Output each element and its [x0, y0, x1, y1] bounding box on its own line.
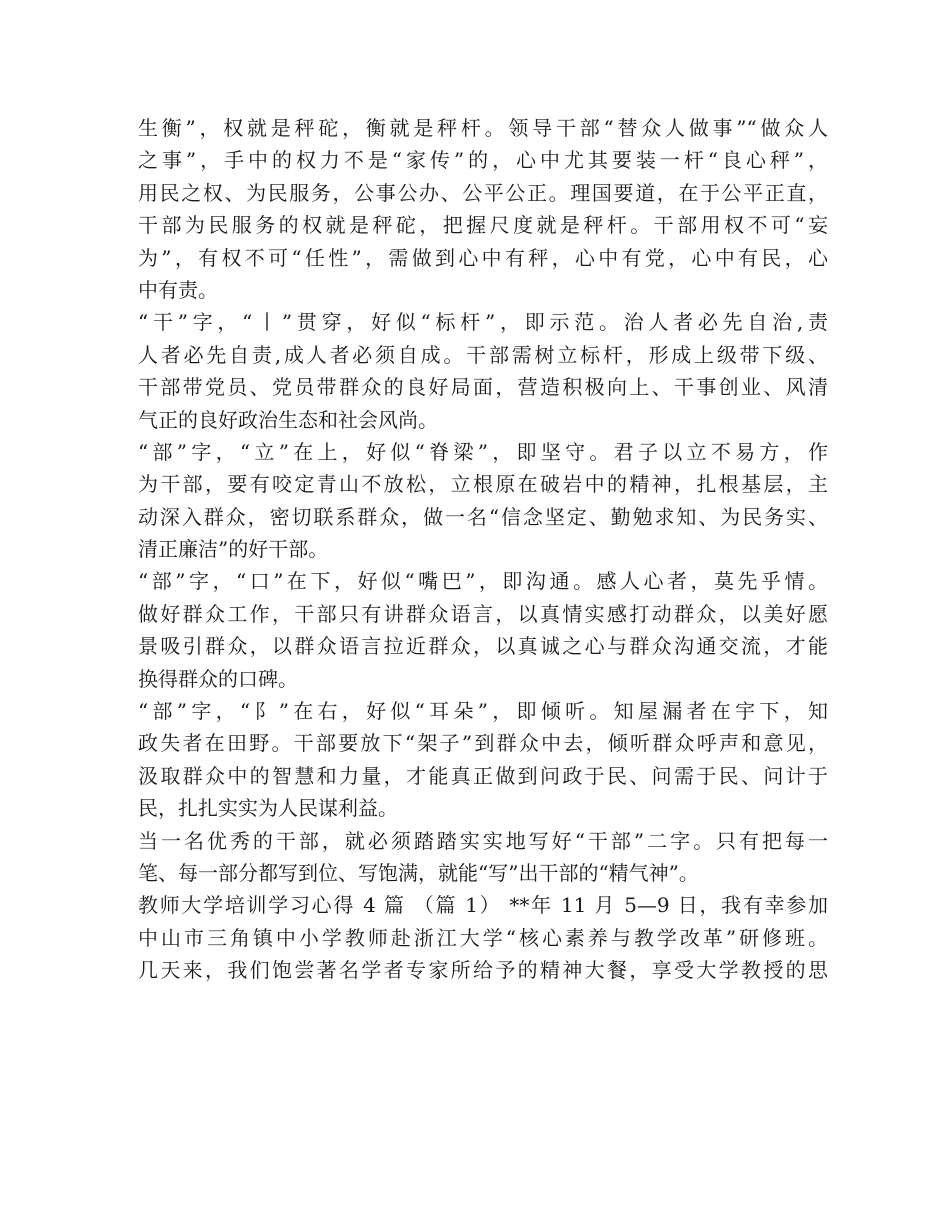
text-line: “部”字，“阝”在右，好似“耳朵”，即倾听。知屋漏者在宇下，知	[138, 699, 828, 724]
text-line: 之事”，手中的权力不是“家传”的，心中尤其要装一杆“良心秤”，	[138, 148, 828, 173]
text-line: 为”，有权不可“任性”，需做到心中有秤，心中有党，心中有民，心	[138, 245, 828, 270]
text-line: 政失者在田野。干部要放下“架子”到群众中去，倾听群众呼声和意见，	[138, 731, 828, 756]
text-line: 干部带党员、党员带群众的良好局面，营造积极向上、干事创业、风清	[138, 375, 828, 400]
text-line: 当一名优秀的干部，就必须踏踏实实地写好“干部”二字。只有把每一	[138, 828, 828, 853]
text-line: 人者必先自责,成人者必须自成。干部需树立标杆，形成上级带下级、	[138, 342, 828, 367]
text-line: “部”字，“立”在上，好似“脊梁”，即坚守。君子以立不易方，作	[138, 439, 828, 464]
text-line: 笔、每一部分都写到位、写饱满，就能“写”出干部的“精气神”。	[138, 860, 699, 885]
text-line: 中山市三角镇中小学教师赴浙江大学“核心素养与教学改革”研修班。	[138, 925, 828, 950]
text-line: 汲取群众中的智慧和力量，才能真正做到问政于民、问需于民、问计于	[138, 763, 828, 788]
text-line: 中有责。	[138, 277, 218, 302]
text-line: 教师大学培训学习心得 4 篇 （篇 1） **年 11 月 5—9 日，我有幸参加	[138, 893, 828, 918]
text-line: 民，扎扎实实为人民谋利益。	[138, 796, 398, 821]
text-line: 做好群众工作，干部只有讲群众语言，以真情实感打动群众，以美好愿	[138, 601, 828, 626]
text-line: “部”字，“口”在下，好似“嘴巴”，即沟通。感人心者，莫先乎情。	[138, 569, 828, 594]
text-line: 气正的良好政治生态和社会风尚。	[138, 407, 438, 432]
text-line: 清正廉洁”的好干部。	[138, 537, 329, 562]
text-line: 几天来，我们饱尝著名学者专家所给予的精神大餐，享受大学教授的思	[138, 958, 828, 983]
text-line: 景吸引群众，以群众语言拉近群众，以真诚之心与群众沟通交流，才能	[138, 634, 828, 659]
text-line: 换得群众的口碑。	[138, 666, 298, 691]
text-line: “干”字，“丨”贯穿，好似“标杆”，即示范。治人者必先自治,责	[138, 310, 828, 335]
text-line: 生衡”，权就是秤砣，衡就是秤杆。领导干部“替众人做事”“做众人	[138, 116, 828, 140]
document-body	[138, 112, 828, 987]
text-line: 干部为民服务的权就是秤砣，把握尺度就是秤杆。干部用权不可“妄	[138, 213, 828, 238]
text-line: 动深入群众，密切联系群众，做一名“信念坚定、勤勉求知、为民务实、	[138, 504, 828, 529]
text-line: 为干部，要有咬定青山不放松，立根原在破岩中的精神，扎根基层，主	[138, 472, 828, 497]
text-line: 用民之权、为民服务，公事公办、公平公正。理国要道，在于公平正直，	[138, 180, 828, 205]
